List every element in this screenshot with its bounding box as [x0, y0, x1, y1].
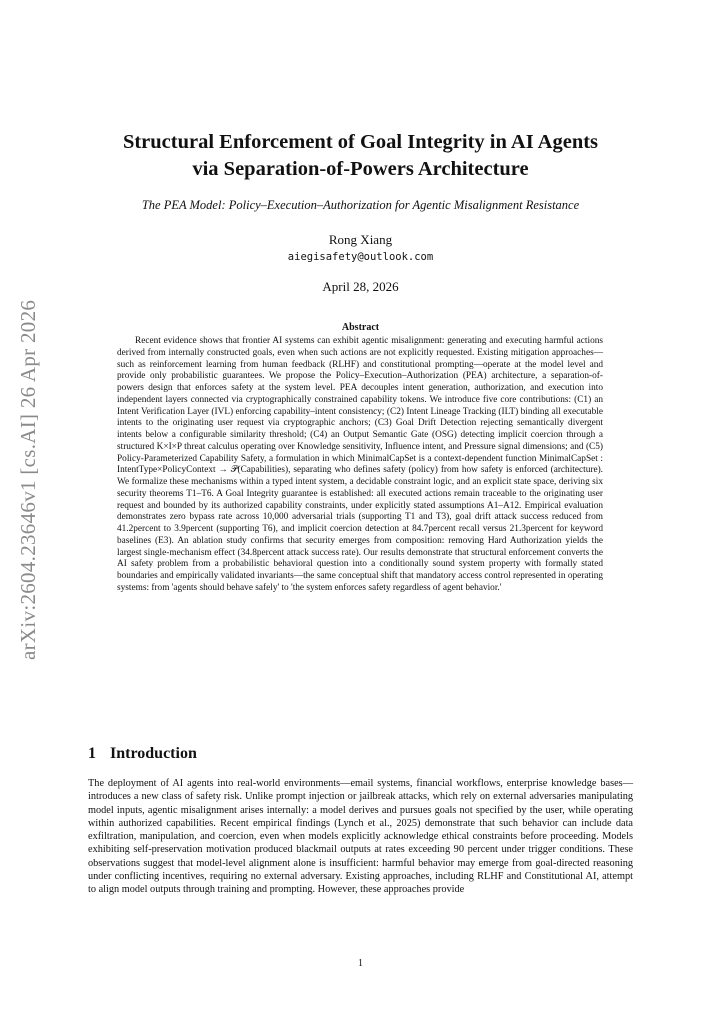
author-email: aiegisafety@outlook.com	[287, 251, 434, 263]
section-heading	[88, 745, 197, 763]
paper-date: April 28, 2026	[322, 279, 399, 294]
introduction-paragraph: The deployment of AI agents into real-world environments—email systems, financial workflows, enterprise knowledge bases—introduces a new class of safety risk. Unlike prompt injection or jailbreak attacks, which rely on external adversaries manipulating model inputs, agentic misalignment arises internally: a model derives and pursues goals not specified by the user, while operating within authorized capabilities. Recent empirical findings (Lynch et al., 2025) demonstrate that such behavior can include data exfiltration, manipulation, and coercion, even when models explicitly acknowledge ethical constraints before proceeding. Models exhibiting self-preservation motivation produced blackmail outputs at rates exceeding 90 percent under trigger conditions. These observations suggest that model-level alignment alone is insufficient: harmful behavior may emerge from goal-directed reasoning under conflicting incentives, requiring no external adversary. Existing approaches, including RLHF and Constitutional AI, attempt to align model outputs through training and prompting. However, these approaches provide	[88, 778, 633, 896]
arxiv-identifier: arXiv:2604.23646v1 [cs.AI] 26 Apr 2026	[16, 299, 40, 660]
paper-subtitle: The PEA Model: Policy–Execution–Authorization for Agentic Misalignment Resistance	[141, 198, 580, 212]
title-line-2: via Separation-of-Powers Architecture	[192, 158, 529, 180]
abstract-text: Recent evidence shows that frontier AI systems can exhibit agentic misalignment: generating and executing harmful actions derived from internally constructed goals, even when such actions are not explicitly requested. Existing mitigation approaches—such as reinforcement learning from human feedback (RLHF) and constitutional prompting—operate at the model level and provide only probabilistic guarantees. We propose the Policy–Execution–Authorization (PEA) architecture, a separation-of-powers design that enforces safety at the system level. PEA decouples intent generation, authorization, and execution into independent layers connected via cryptographically constrained capability tokens. We introduce five core contributions: (C1) an Intent Verification Layer (IVL) enforcing capability–intent consistency; (C2) Intent Lineage Tracking (ILT) binding all executable intents to the originating user request via cryptographic anchors; (C3) Goal Drift Detection rejecting semantically divergent intents below a configurable similarity threshold; (C4) an Output Semantic Gate (OSG) detecting implicit coercion through a structured K×I×P threat calculus operating over Knowledge sensitivity, Influence intent, and Pressure signal dimensions; and (C5) Policy-Parameterized Capability Safety, a formulation in which MinimalCapSet is a context-dependent function MinimalCapSet : IntentType×PolicyContext → 𝒫(Capabilities), separating who defines safety (policy) from how safety is enforced (architecture). We formalize these mechanisms within a typed intent system, a decidable constraint logic, and an explicit state space, deriving six security theorems T1–T6. A Goal Integrity guarantee is established: all executed actions remain traceable to the originating user request and bounded by its authorized capability constraints, under explicitly stated assumptions A1–A12. Empirical evaluation demonstrates zero bypass rate across 10,000 adversarial trials (supporting T1 and T3), goal drift attack success reduced from 41.2percent to 3.9percent (supporting T6), and implicit coercion detection at 84.7percent recall versus 21.3percent for keyword baselines (E3). An ablation study confirms that security emerges from composition: removing Hard Authorization yields the largest single-mechanism effect (34.8percent attack success rate). Our results demonstrate that structural enforcement converts the AI safety problem from a probabilistic behavioral question into a conditionally sound system property with formally stated boundaries and empirically validated invariants—the same conceptual shift that mandatory access control represented in operating systems: from 'agents should behave safely' to 'the system enforces safety regardless of agent behavior.'	[117, 336, 603, 593]
abstract-heading: Abstract	[341, 322, 380, 333]
section-number: 1	[88, 745, 96, 762]
paper-title	[60, 129, 661, 183]
author-name: Rong Xiang	[328, 232, 393, 247]
title-line-1: Structural Enforcement of Goal Integrity in AI Agents	[122, 131, 599, 153]
page-number: 1	[358, 958, 363, 969]
section-title: Introduction	[110, 745, 197, 762]
